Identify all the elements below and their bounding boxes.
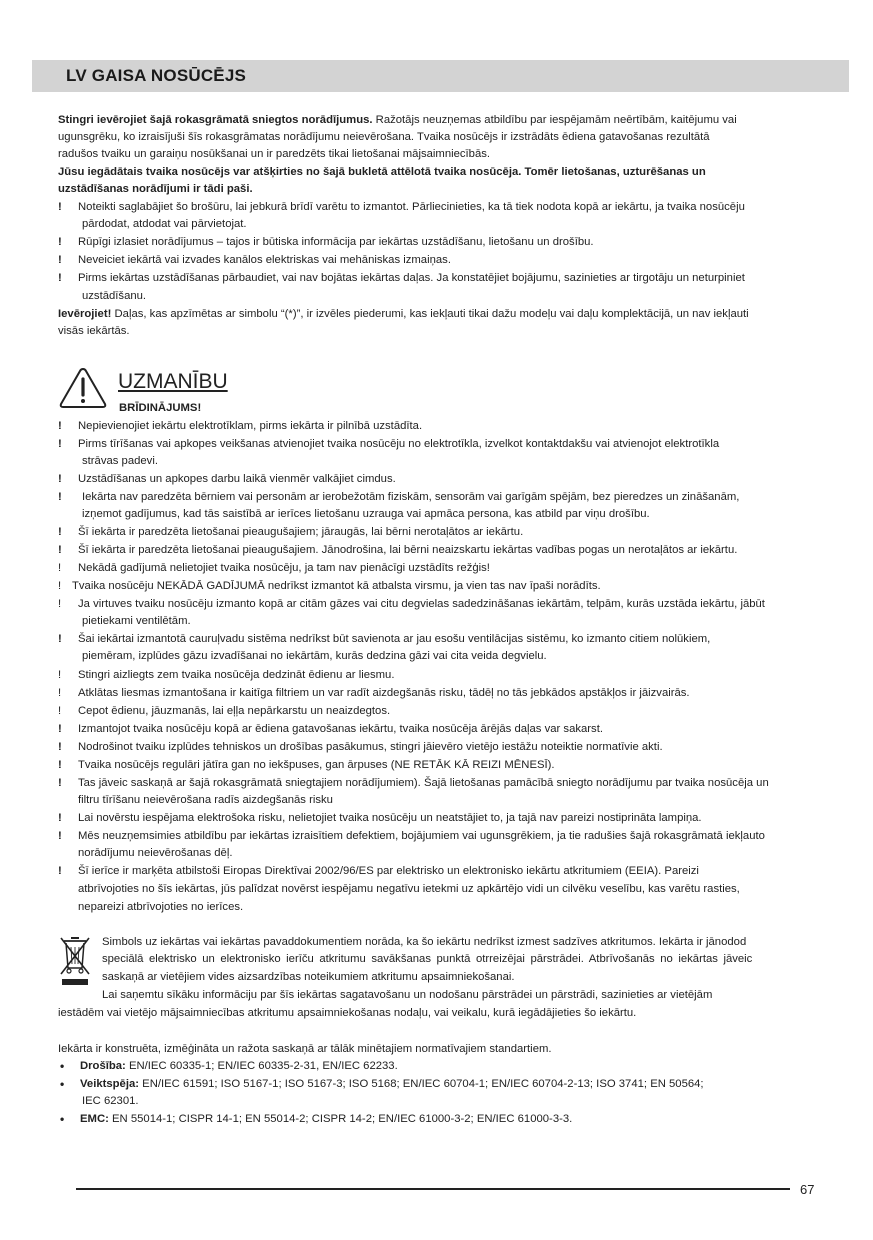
warning-item-5: Šī iekārta ir paredzēta lietošanai pieaugušajiem; jāraugās, lai bērni nerotaļātos ar iekārtu. — [78, 526, 524, 538]
warning-mark: ! — [58, 705, 62, 717]
warning-mark: ! — [58, 759, 62, 771]
attention-line-1 — [58, 306, 749, 324]
warning-item-20-line-3: nepareizi atbrīvojoties no ierīces. — [78, 901, 244, 913]
warning-mark: ! — [58, 669, 62, 681]
intro-line-4: Jūsu iegādātais tvaika nosūcējs var atšķirties no šajā bukletā attēlotā tvaika nosūcēja. Tomēr lietošanas, uzturēšanas un — [58, 166, 706, 178]
note-3: Neveiciet iekārtā vai izvades kanālos elektriskas vai mehāniskas izmaiņas. — [78, 254, 451, 266]
disposal-line-2: speciālā elektrisko un elektronisko ierīču atkritumu savākšanas punktā otrreizējai pārstrādei. Atbrīvošanās no iekārtas jāveic — [102, 953, 753, 965]
warning-item-9-line-2: pietiekami ventilētām. — [82, 615, 191, 627]
attention-rest: Daļas, kas apzīmētas ar simbolu “(*)”, ir izvēles piederumi, kas iekļauti tikai dažu modeļu vai daļu komplektācijā, un nav iekļauti — [111, 308, 749, 320]
header-bar — [32, 60, 849, 92]
warning-item-9-line-1: Ja virtuves tvaiku nosūcēju izmanto kopā ar citām gāzes vai citu degvielas sadedzināšanas iekārtām, telpām, kurās uzstāda iekārtu, jābūt — [78, 598, 765, 610]
warning-mark: ! — [58, 687, 62, 699]
standard-emc — [80, 1111, 572, 1129]
warning-mark: ! — [58, 473, 62, 485]
warning-item-16: Tvaika nosūcējs regulāri jātīra gan no iekšpuses, gan ārpuses (NE RETĀK KĀ REIZI MĒNESĪ). — [78, 759, 555, 771]
standard-safety — [80, 1058, 398, 1076]
note-mark: ! — [58, 236, 62, 248]
standards-bullet: • — [60, 1077, 65, 1091]
disposal-line-4: Lai saņemtu sīkāku informāciju par šīs iekārtas sagatavošanu un nodošanu pārstrādei un pārstrādi, sazinieties ar vietējām — [102, 989, 713, 1001]
warning-mark: ! — [58, 580, 62, 592]
intro-line-5: uzstādīšanas norādījumi ir tādi paši. — [58, 183, 253, 195]
warning-item-13: Cepot ēdienu, jāuzmanās, lai eļļa nepārkarstu un neaizdegtos. — [78, 705, 391, 717]
warning-item-12: Atklātas liesmas izmantošana ir kaitīga filtriem un var radīt aizdegšanās risku, tādēļ no tās jebkādos apstākļos ir jāizvairās. — [78, 687, 690, 699]
crossed-bin-icon — [58, 934, 92, 988]
warning-item-2-line-2: strāvas padevi. — [82, 455, 158, 467]
standard-label: EMC: — [80, 1113, 109, 1125]
page-number: 67 — [800, 1182, 815, 1197]
warning-item-4-line-1: Iekārta nav paredzēta bērniem vai personām ar ierobežotām fiziskām, sensorām vai garīgām spējām, bez pieredzes un zināšanām, — [82, 491, 740, 503]
warning-item-17-line-1: Tas jāveic saskaņā ar šajā rokasgrāmatā sniegtajiem norādījumiem). Šajā lietošanas pamācībā sniegto norādījumu par tvaika nosūcēja un — [78, 777, 769, 789]
note-1-line-2: pārdodat, atdodat vai pārvietojat. — [82, 218, 247, 230]
disposal-line-3: saskaņā ar vietējiem vides aizsardzības noteikumiem atkritumu apsaimniekošanai. — [102, 971, 515, 983]
standards-bullet: • — [60, 1059, 65, 1073]
warning-mark: ! — [58, 420, 62, 432]
standard-label: Drošība: — [80, 1060, 126, 1072]
warning-mark: ! — [58, 865, 62, 877]
intro-line-3: radušos tvaiku un garaiņu nosūkšanai un ir paredzēts tikai lietošanai mājsaimniecībās. — [58, 148, 491, 160]
note-mark: ! — [58, 272, 62, 284]
note-1-line-1: Noteikti saglabājiet šo brošūru, lai jebkurā brīdī varētu to izmantot. Pārliecinieties, ka tā tiek nodota kopā ar iekārtu, ja tvaika nosūcēju — [78, 201, 745, 213]
warning-item-19-line-2: norādījumu neievērošanas dēļ. — [78, 847, 233, 859]
warning-item-10-line-1: Šai iekārtai izmantotā cauruļvadu sistēma nedrīkst būt savienota ar jau esošu ventilācijas sistēmu, ko izmanto citiem nolūkiem, — [78, 633, 711, 645]
warning-item-15: Nodrošinot tvaiku izplūdes tehniskos un drošības pasākumus, stingri jāievēro vietējo iestāžu noteiktie normatīvie akti. — [78, 741, 663, 753]
warning-mark: ! — [58, 562, 62, 574]
warning-item-10-line-2: piemēram, izplūdes gāzu izvadīšanai no iekārtām, kurās dedzina gāzi vai cita veida degvielu. — [82, 650, 547, 662]
warning-item-17-line-2: filtru tīrīšanu neievērošana radīs aizdegšanās risku — [78, 794, 333, 806]
warning-item-19-line-1: Mēs neuzņemsimies atbildību par iekārtas izraisītiem defektiem, bojājumiem vai ugunsgrēkiem, ja tie radušies šajā rokasgrāmatā iekļauto — [78, 830, 765, 842]
standard-text: EN 55014-1; CISPR 14-1; EN 55014-2; CISPR 14-2; EN/IEC 61000-3-2; EN/IEC 61000-3-3. — [108, 1113, 573, 1125]
intro-rest: Ražotājs neuzņemas atbildību par iespējamām neērtībām, kaitējumu vai — [372, 114, 737, 126]
warning-item-7: Nekādā gadījumā nelietojiet tvaika nosūcēju, ja tam nav pienācīgi uzstādīts režģis! — [78, 562, 490, 574]
warning-triangle-icon — [58, 366, 108, 410]
warning-item-3: Uzstādīšanas un apkopes darbu laikā vienmēr valkājiet cimdus. — [78, 473, 396, 485]
intro-line-1 — [58, 112, 737, 130]
note-4-line-2: uzstādīšanu. — [82, 290, 147, 302]
page-title: LV GAISA NOSŪCĒJS — [66, 66, 247, 85]
warning-mark: ! — [58, 812, 62, 824]
footer-rule — [76, 1188, 790, 1190]
standard-text: EN/IEC 60335-1; EN/IEC 60335-2-31, EN/IEC 62233. — [125, 1060, 398, 1072]
standard-performance-line-2: IEC 62301. — [82, 1095, 139, 1107]
warning-item-1: Nepievienojiet iekārtu elektrotīklam, pirms iekārta ir pilnībā uzstādīta. — [78, 420, 423, 432]
warning-mark: ! — [58, 598, 62, 610]
intro-line-2: ugunsgrēku, ko izraisījuši šīs rokasgrāmatas norādījumu neievērošana. Tvaika nosūcējs ir izstrādāts ēdiena gatavošanas rezultātā — [58, 131, 710, 143]
standards-intro: Iekārta ir konstruēta, izmēģināta un ražota saskaņā ar tālāk minētajiem normatīvajiem standartiem. — [58, 1043, 552, 1055]
note-mark: ! — [58, 254, 62, 266]
warning-item-20-line-2: atbrīvojoties no šīs iekārtas, jūs palīdzat novērst iespējamu negatīvu ietekmi uz apkārtējo vidi un cilvēku veselību, kas varētu rasties, — [78, 883, 740, 895]
warning-item-8: Tvaika nosūcēju NEKĀDĀ GADĪJUMĀ nedrīkst izmantot kā atbalsta virsmu, ja vien tas nav īpaši norādīts. — [72, 580, 601, 592]
note-mark: ! — [58, 201, 62, 213]
warning-item-18: Lai novērstu iespējama elektrošoka risku, nelietojiet tvaika nosūcēju un neatstājiet to, ja tajā nav pareizi nostiprināta lampiņa. — [78, 812, 702, 824]
warning-mark: ! — [58, 438, 62, 450]
warning-item-6: Šī iekārta ir paredzēta lietošanai pieaugušajiem. Jānodrošina, lai bērni neaizskartu iekārtas vadības pogas un nerotaļātos ar iekārtu. — [78, 544, 738, 556]
attention-line-2: visās iekārtās. — [58, 325, 130, 337]
warning-mark: ! — [58, 741, 62, 753]
warning-mark: ! — [58, 830, 62, 842]
warning-subtitle: BRĪDINĀJUMS! — [119, 402, 202, 414]
attention-bold: Ievērojiet! — [58, 308, 112, 320]
standard-label: Veiktspēja: — [80, 1078, 140, 1090]
disposal-line-1: Simbols uz iekārtas vai iekārtas pavaddokumentiem norāda, ka šo iekārtu nedrīkst izmest sadzīves atkritumos. Iekārta ir jānodod — [102, 936, 747, 948]
intro-bold: Stingri ievērojiet šajā rokasgrāmatā sniegtos norādījumus. — [58, 114, 373, 126]
warning-mark: ! — [58, 526, 62, 538]
warning-mark: ! — [58, 633, 62, 645]
warning-item-14: Izmantojot tvaika nosūcēju kopā ar ēdiena gatavošanas iekārtu, tvaika nosūcēja ārējās daļas var sakarst. — [78, 723, 603, 735]
standard-performance — [80, 1076, 704, 1094]
warning-item-4-line-2: izņemot gadījumus, kad tās saistībā ar ierīces lietošanu uzrauga vai apmāca persona, kas atbild par viņu drošību. — [82, 508, 650, 520]
warning-mark: ! — [58, 491, 62, 503]
note-4-line-1: Pirms iekārtas uzstādīšanas pārbaudiet, vai nav bojātas iekārtas daļas. Ja konstatējiet bojājumu, sazinieties ar tirgotāju un neturpiniet — [78, 272, 745, 284]
warning-title: UZMANĪBU — [118, 370, 228, 393]
disposal-line-5: iestādēm vai vietējo mājsaimniecības atkritumu apsaimniekošanas nodaļu, vai veikalu, kurā iegādājieties šo iekārtu. — [58, 1007, 637, 1019]
warning-mark: ! — [58, 544, 62, 556]
warning-item-2-line-1: Pirms tīrīšanas vai apkopes veikšanas atvienojiet tvaika nosūcēju no elektrotīkla, izvelkot kontaktdakšu vai atvienojot elektrotīkla — [78, 438, 720, 450]
warning-mark: ! — [58, 777, 62, 789]
warning-mark: ! — [58, 723, 62, 735]
warning-item-20-line-1: Šī ierīce ir marķēta atbilstoši Eiropas Direktīvai 2002/96/ES par elektrisko un elektronisko iekārtu atkritumiem (EEIA). Pareizi — [78, 865, 699, 877]
warning-item-11: Stingri aizliegts zem tvaika nosūcēja dedzināt ēdienu ar liesmu. — [78, 669, 395, 681]
note-2: Rūpīgi izlasiet norādījumus – tajos ir būtiska informācija par iekārtas uzstādīšanu, lietošanu un drošību. — [78, 236, 594, 248]
standards-bullet: • — [60, 1112, 65, 1126]
standard-text: EN/IEC 61591; ISO 5167-1; ISO 5167-3; ISO 5168; EN/IEC 60704-1; EN/IEC 60704-2-13; ISO 3741; EN 50564; — [139, 1078, 704, 1090]
